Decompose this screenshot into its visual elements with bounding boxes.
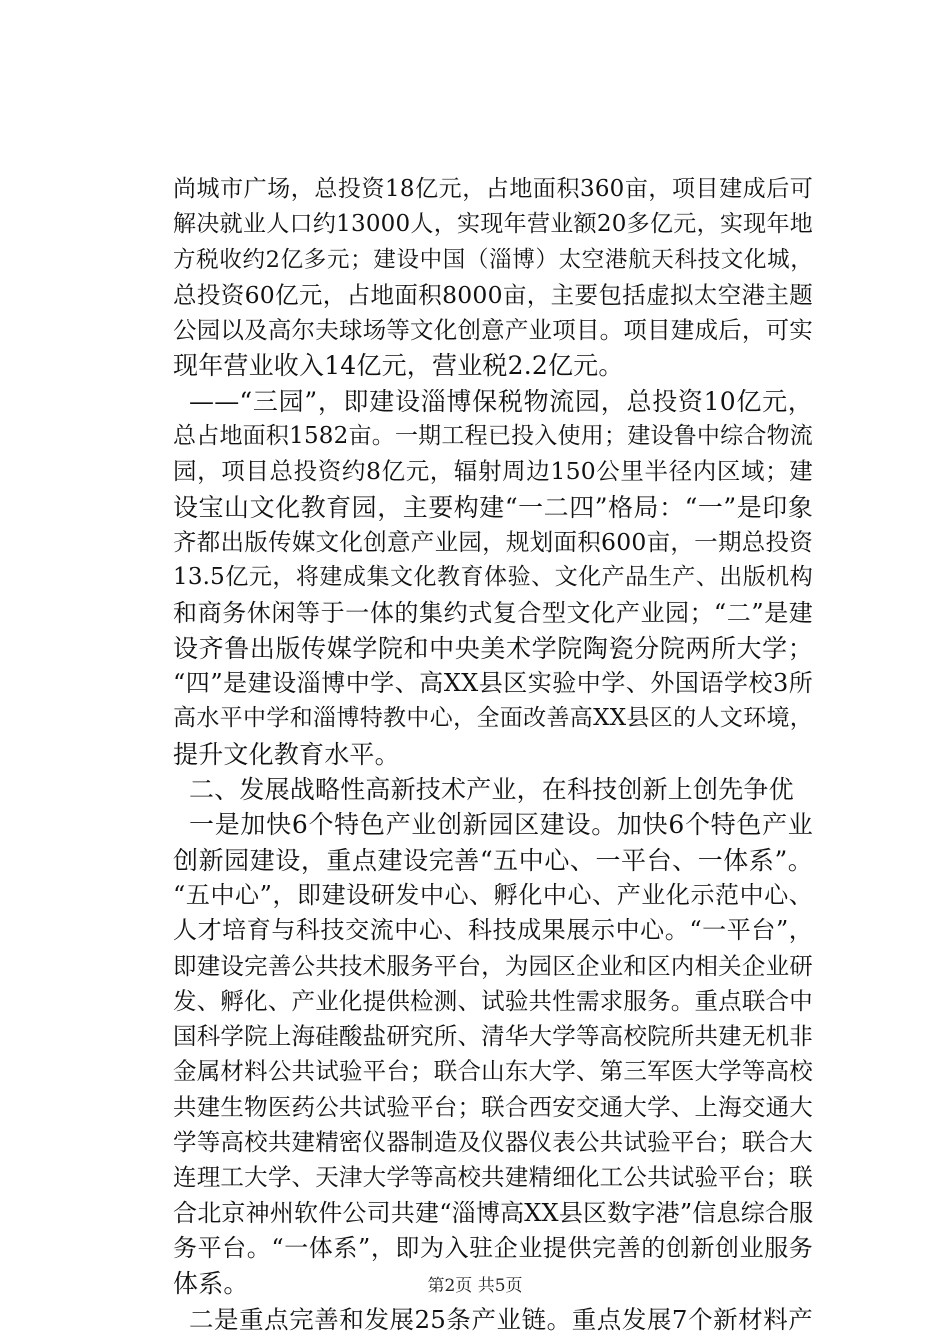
text-line: 发、孵化、产业化提供检测、试验共性需求服务。重点联合中 (173, 986, 813, 1015)
text-line: 设宝山文化教育园，主要构建“一二四”格局：“一”是印象 (173, 492, 813, 522)
paragraph-start-line: ——“三园”，即建设淄博保税物流园，总投资10亿元， (189, 386, 813, 416)
text-line: 创新园建设，重点建设完善“五中心、一平台、一体系”。 (173, 845, 813, 875)
text-line: 学等高校共建精密仪器制造及仪器仪表公共试验平台；联合大 (173, 1128, 813, 1157)
text-line: 现年营业收入14亿元，营业税2.2亿元。 (173, 351, 624, 381)
text-line: 齐都出版传媒文化创意产业园，规划面积600亩，一期总投资 (173, 527, 813, 556)
paragraph-start-line: 二是重点完善和发展25条产业链。重点发展7个新材料产 (189, 1304, 813, 1334)
text-line: 合北京神州软件公司共建“淄博高XX县区数字港”信息综合服 (173, 1198, 814, 1227)
paragraph-start-line: 一是加快6个特色产业创新园区建设。加快6个特色产业 (189, 810, 813, 840)
text-line: 即建设完善公共技术服务平台，为园区企业和区内相关企业研 (173, 951, 813, 980)
text-line: 13.5亿元，将建成集文化教育体验、文化产品生产、出版机构 (173, 564, 813, 591)
text-line: 解决就业人口约13000人，实现年营业额20多亿元，实现年地 (173, 211, 813, 238)
text-line: 高水平中学和淄博特教中心，全面改善高XX县区的人文环境， (173, 705, 813, 732)
text-line: 总占地面积1582亩。一期工程已投入使用；建设鲁中综合物流 (173, 423, 813, 450)
text-line: 连理工大学、天津大学等高校共建精细化工公共试验平台；联 (173, 1163, 813, 1192)
text-line: “四”是建设淄博中学、高XX县区实验中学、外国语学校3所 (173, 669, 813, 698)
text-line: 总投资60亿元，占地面积8000亩，主要包括虚拟太空港主题 (173, 280, 813, 309)
text-line: 和商务休闲等于一体的集约式复合型文化产业园；“二”是建 (173, 598, 813, 627)
text-line: 公园以及高尔夫球场等文化创意产业项目。项目建成后，可实 (173, 316, 813, 345)
text-line: 体系。 (173, 1269, 249, 1299)
text-line: 方税收约2亿多元；建设中国（淄博）太空港航天科技文化城， (173, 246, 813, 273)
document-body (173, 172, 813, 1337)
text-line: 共建生物医药公共试验平台；联合西安交通大学、上海交通大 (173, 1092, 813, 1121)
text-line: 务平台。“一体系”，即为入驻企业提供完善的创新创业服务 (173, 1233, 813, 1262)
text-line: 提升文化教育水平。 (173, 739, 400, 769)
text-line: 人才培育与科技交流中心、科技成果展示中心。“一平台”， (173, 916, 813, 945)
text-line: “五中心”，即建设研发中心、孵化中心、产业化示范中心、 (173, 880, 813, 909)
text-line: 设齐鲁出版传媒学院和中央美术学院陶瓷分院两所大学； (173, 633, 813, 663)
text-line: 园，项目总投资约8亿元，辐射周边150公里半径内区域；建 (173, 457, 813, 486)
text-line: 尚城市广场，总投资18亿元，占地面积360亩，项目建成后可 (173, 176, 813, 202)
page-number-footer: 第2页 共5页 (427, 1276, 523, 1296)
text-line: 金属材料公共试验平台；联合山东大学、第三军医大学等高校 (173, 1057, 813, 1086)
text-line: 国科学院上海硅酸盐研究所、清华大学等高校院所共建无机非 (173, 1022, 813, 1051)
section-heading: 二、发展战略性高新技术产业，在科技创新上创先争优 (189, 775, 794, 805)
